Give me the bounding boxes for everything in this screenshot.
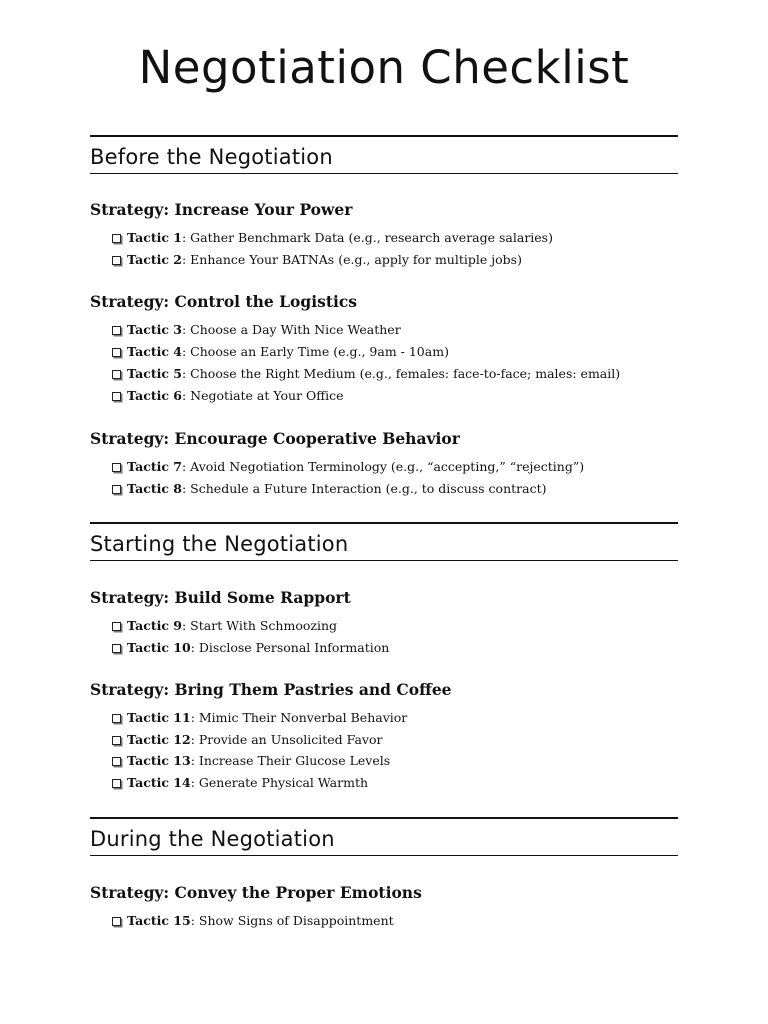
tactic-item[interactable] [112, 731, 382, 749]
section-heading: Before the Negotiation [90, 135, 678, 174]
strategy-heading: Strategy: Bring Them Pastries and Coffee [90, 680, 452, 699]
section-before [90, 135, 678, 174]
section-heading: During the Negotiation [90, 817, 678, 856]
page-title: Negotiation Checklist [138, 41, 630, 94]
tactic-item[interactable] [112, 912, 394, 930]
checkbox-icon[interactable] [112, 256, 121, 265]
tactic-text: : Generate Physical Warmth [190, 775, 369, 790]
tactic-text: : Schedule a Future Interaction (e.g., to discuss contract) [182, 481, 547, 496]
tactic-text: : Enhance Your BATNAs (e.g., apply for multiple jobs) [182, 252, 522, 267]
tactic-text: : Gather Benchmark Data (e.g., research average salaries) [182, 230, 553, 245]
tactic-name: Tactic 14 [127, 775, 191, 790]
tactic-name: Tactic 3 [127, 322, 182, 337]
tactic-name: Tactic 11 [127, 710, 191, 725]
strategy-heading: Strategy: Control the Logistics [90, 292, 358, 311]
tactic-item[interactable] [112, 639, 389, 657]
tactic-text: : Provide an Unsolicited Favor [190, 732, 383, 747]
tactic-text: : Avoid Negotiation Terminology (e.g., “accepting,” “rejecting”) [182, 459, 585, 474]
tactic-item[interactable] [112, 343, 449, 361]
checkbox-icon[interactable] [112, 644, 121, 653]
tactic-text: : Negotiate at Your Office [182, 388, 344, 403]
tactic-item[interactable] [112, 458, 584, 476]
checkbox-icon[interactable] [112, 463, 121, 472]
tactic-text: : Start With Schmoozing [182, 618, 338, 633]
strategy-heading: Strategy: Encourage Cooperative Behavior [90, 429, 460, 448]
checkbox-icon[interactable] [112, 370, 121, 379]
tactic-text: : Choose an Early Time (e.g., 9am - 10am) [182, 344, 449, 359]
tactic-name: Tactic 15 [127, 913, 191, 928]
checkbox-icon[interactable] [112, 348, 121, 357]
checkbox-icon[interactable] [112, 234, 121, 243]
strategy-heading: Strategy: Build Some Rapport [90, 588, 351, 607]
tactic-text: : Choose the Right Medium (e.g., females: face-to-face; males: email) [182, 366, 621, 381]
strategy-heading: Strategy: Increase Your Power [90, 200, 353, 219]
tactic-item[interactable] [112, 480, 546, 498]
tactic-item[interactable] [112, 774, 368, 792]
checkbox-icon[interactable] [112, 917, 121, 926]
checkbox-icon[interactable] [112, 714, 121, 723]
tactic-item[interactable] [112, 387, 344, 405]
tactic-item[interactable] [112, 229, 553, 247]
tactic-item[interactable] [112, 251, 522, 269]
section-heading: Starting the Negotiation [90, 522, 678, 561]
tactic-name: Tactic 8 [127, 481, 182, 496]
tactic-name: Tactic 9 [127, 618, 182, 633]
tactic-item[interactable] [112, 617, 337, 635]
tactic-text: : Mimic Their Nonverbal Behavior [190, 710, 408, 725]
tactic-item[interactable] [112, 752, 390, 770]
tactic-name: Tactic 10 [127, 640, 191, 655]
checkbox-icon[interactable] [112, 622, 121, 631]
tactic-name: Tactic 5 [127, 366, 182, 381]
tactic-name: Tactic 7 [127, 459, 182, 474]
checkbox-icon[interactable] [112, 757, 121, 766]
tactic-item[interactable] [112, 321, 401, 339]
tactic-text: : Disclose Personal Information [190, 640, 390, 655]
tactic-item[interactable] [112, 709, 407, 727]
tactic-name: Tactic 1 [127, 230, 182, 245]
checkbox-icon[interactable] [112, 392, 121, 401]
tactic-name: Tactic 2 [127, 252, 182, 267]
checkbox-icon[interactable] [112, 736, 121, 745]
tactic-name: Tactic 6 [127, 388, 182, 403]
tactic-text: : Show Signs of Disappointment [190, 913, 394, 928]
tactic-item[interactable] [112, 365, 620, 383]
tactic-text: : Increase Their Glucose Levels [190, 753, 391, 768]
tactic-name: Tactic 4 [127, 344, 182, 359]
tactic-text: : Choose a Day With Nice Weather [182, 322, 401, 337]
strategy-heading: Strategy: Convey the Proper Emotions [90, 883, 422, 902]
section-during [90, 817, 678, 856]
checkbox-icon[interactable] [112, 485, 121, 494]
tactic-name: Tactic 13 [127, 753, 191, 768]
checkbox-icon[interactable] [112, 779, 121, 788]
checkbox-icon[interactable] [112, 326, 121, 335]
section-starting [90, 522, 678, 561]
tactic-name: Tactic 12 [127, 732, 191, 747]
